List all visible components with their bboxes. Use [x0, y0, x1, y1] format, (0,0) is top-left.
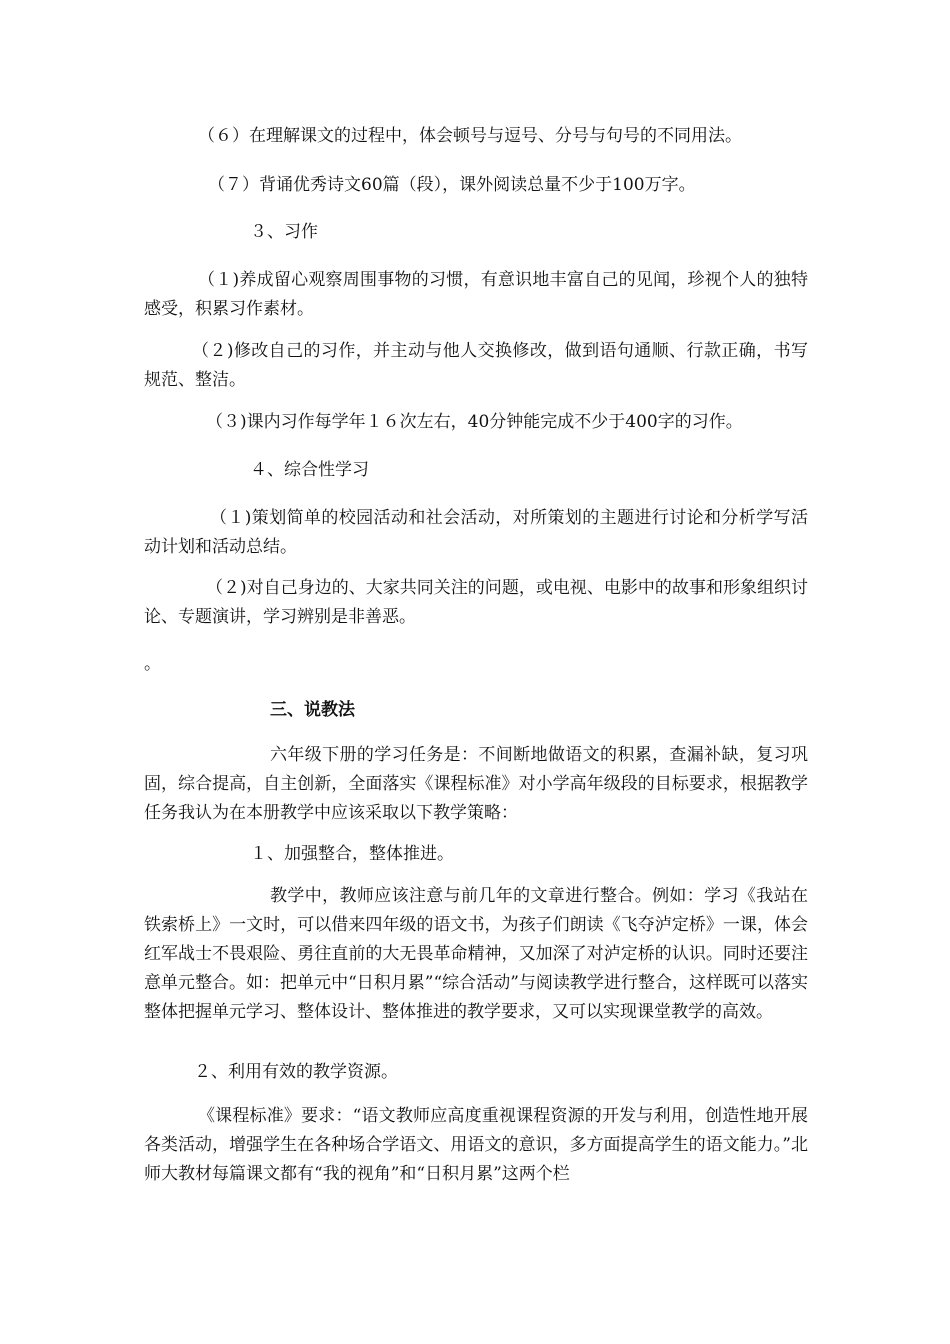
paragraph-strategy-2: 《课程标准》要求：“语文教师应高度重视课程资源的开发与利用，创造性地开展各类活动，增强学生在各种场合学语文、用语文的意识，多方面提高学生的语文能力。”北师大教材每篇课文都有“我的视角”和“日积月累”这两个栏 — [144, 1106, 808, 1184]
paragraph-comprehensive-1: （１)策划简单的校园活动和社会活动，对所策划的主题进行讨论和分析学写活动计划和活动总结。 — [144, 508, 808, 557]
heading-strategy-2: ２、利用有效的教学资源。 — [194, 1062, 398, 1082]
paragraph-intro: 六年级下册的学习任务是：不间断地做语文的积累，查漏补缺，复习巩固，综合提高，自主创新，全面落实《课程标准》对小学高年级段的目标要求，根据教学任务我认为在本册教学中应该采取以下教学策略： — [144, 745, 808, 823]
section-title: 三、说教法 — [270, 700, 355, 720]
paragraph-writing-1: （１)养成留心观察周围事物的习惯，有意识地丰富自己的见闻，珍视个人的独特感受，积累习作素材。 — [144, 270, 808, 319]
heading-strategy-1: １、加强整合，整体推进。 — [250, 844, 454, 864]
paragraph-writing-2: （２)修改自己的习作，并主动与他人交换修改，做到语句通顺、行款正确，书写规范、整洁。 — [144, 341, 808, 390]
stray-period: 。 — [144, 654, 161, 674]
heading-writing: ３、习作 — [250, 222, 318, 242]
paragraph-item-6: （６）在理解课文的过程中，体会顿号与逗号、分号与句号的不同用法。 — [198, 126, 742, 146]
paragraph-writing-3: （３)课内习作每学年１６次左右，40分钟能完成不少于400字的习作。 — [206, 412, 743, 432]
paragraph-strategy-1: 教学中，教师应该注意与前几年的文章进行整合。例如：学习《我站在铁索桥上》一文时，可以借来四年级的语文书，为孩子们朗读《飞夺泸定桥》一课，体会红军战士不畏艰险、勇往直前的大无畏革命精神，又加深了对泸定桥的认识。同时还要注意单元整合。如：把单元中“日积月累”“综合活动”与阅读教学进行整合，这样既可以落实整体把握单元学习、整体设计、整体推进的教学要求，又可以实现课堂教学的高效。 — [144, 886, 808, 1022]
heading-comprehensive: ４、综合性学习 — [250, 460, 369, 480]
paragraph-comprehensive-2: （２)对自己身边的、大家共同关注的问题，或电视、电影中的故事和形象组织讨论、专题演讲，学习辨别是非善恶。 — [144, 578, 808, 627]
paragraph-item-7: （７）背诵优秀诗文60篇（段），课外阅读总量不少于100万字。 — [208, 175, 696, 195]
